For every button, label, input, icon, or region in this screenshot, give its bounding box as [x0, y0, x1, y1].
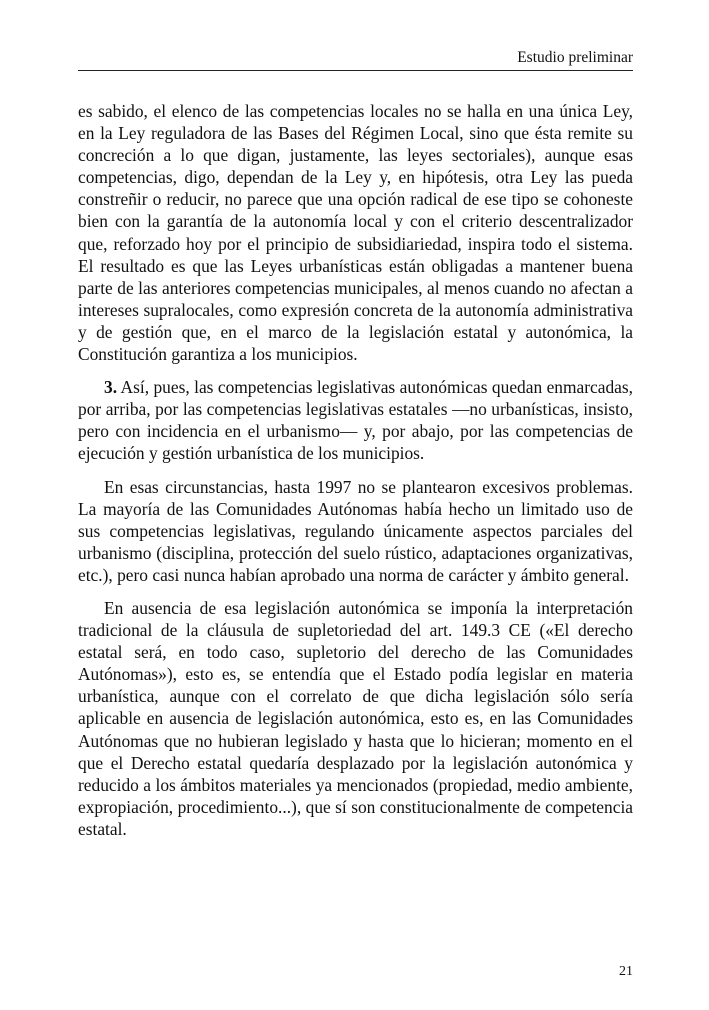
running-title: Estudio preliminar: [517, 49, 633, 66]
paragraph-text: es sabido, el elenco de las competencias locales no se halla en una única Ley, en la Ley reguladora de las Bases del Régimen Local, sino que ésta remite su concreción a lo que digan, justamente, las leyes sectoriales), aunque esas competencias, digo, dependan de la Ley y, en hipótesis, otra Ley las pueda constreñir o reducir, no parece que una opción radical de ese tipo se cohoneste bien con la garantía de la autonomía local y con el criterio descentralizador que, reforzado hoy por el principio de subsidiariedad, inspira todo el sistema. El resultado es que las Leyes urbanísticas están obligadas a mantener buena parte de las anteriores competencias municipales, al menos cuando no afectan a intereses supralocales, como expresión concreta de la autonomía administrativa y de gestión que, en el marco de la legislación estatal y autonómica, la Constitución garantiza a los municipios.: [78, 101, 633, 365]
paragraph-text: En ausencia de esa legislación autonómica se imponía la interpretación tradicional de la cláusula de supletoriedad del art. 149.3 CE («El derecho estatal será, en todo caso, supletorio del derecho de las Comunidades Autónomas»), esto es, se entendía que el Estado podía legislar en materia urbanística, aunque con el correlato de que dicha legislación sólo sería aplicable en ausencia de legislación autonómica, esto es, en las Comunidades Autónomas que no hubieran legislado y hasta que lo hicieran; momento en el que el Derecho estatal quedaría desplazado por la legislación autonómica y reducido a los ámbitos materiales ya mencionados (propiedad, medio ambiente, expropiación, procedimiento...), que sí son constitucionalmente de competencia estatal.: [78, 597, 633, 839]
paragraph-absence: [78, 597, 633, 840]
paragraph-text: Así, pues, las competencias legislativas autonómicas quedan enmarcadas, por arriba, por las competencias legislativas estatales —no urbanísticas, insisto, pero con incidencia en el urbanismo— y, por abajo, por las competencias de ejecución y gestión urbanística de los municipios.: [78, 377, 633, 464]
paragraph-text: En esas circunstancias, hasta 1997 no se plantearon excesivos problemas. La mayoría de las Comunidades Autónomas había hecho un limitado uso de sus competencias legislativas, regulando únicamente aspectos parciales del urbanismo (disciplina, protección del suelo rústico, adaptaciones organizativas, etc.), pero casi nunca habían aprobado una norma de carácter y ámbito general.: [78, 476, 633, 585]
running-header: [78, 49, 633, 71]
body-text: [78, 100, 633, 851]
page-number: 21: [619, 964, 633, 979]
paragraph-circumstances: [78, 476, 633, 586]
paragraph-section-3: [78, 376, 633, 464]
section-number: 3.: [104, 377, 118, 398]
paragraph-continuation: [78, 100, 633, 365]
